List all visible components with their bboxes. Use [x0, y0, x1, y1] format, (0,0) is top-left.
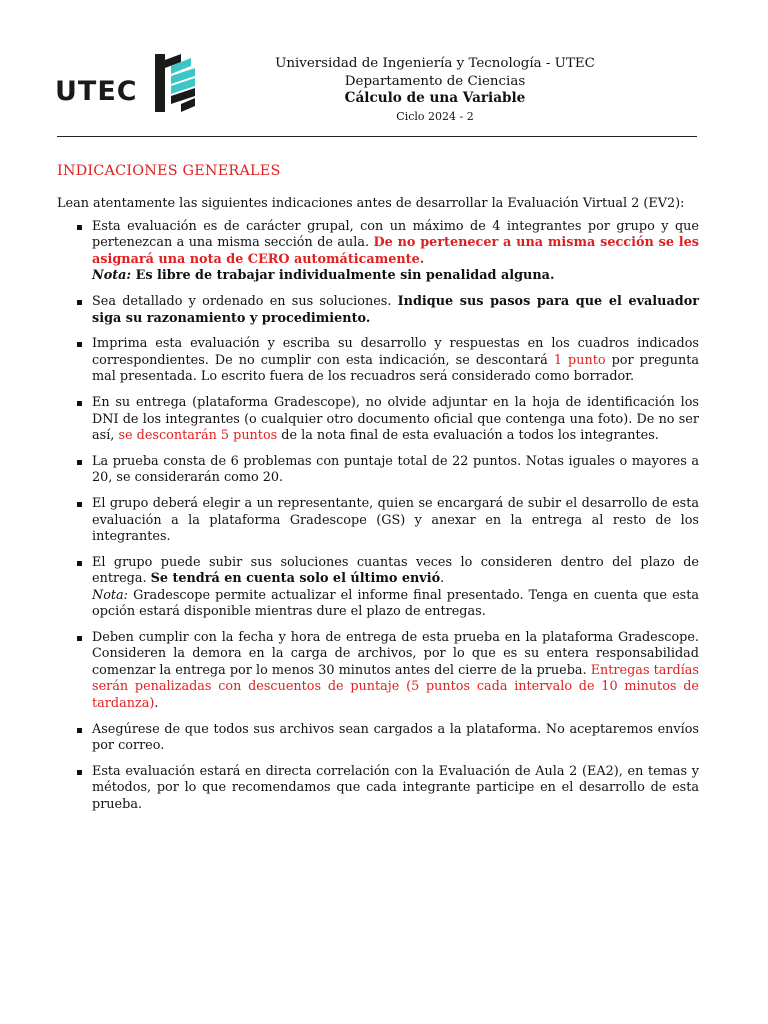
- list-item: [57, 454, 699, 487]
- bullet-icon: [77, 342, 82, 347]
- item-text: .: [440, 571, 445, 587]
- item-text: Deben cumplir con la fecha y hora de entrega de esta prueba en la plataforma Gradescope. Consideren la demora en la carga de archivos, por lo que es su entera responsabilidad comenzar la entrega por lo menos 30 minutos antes del cierre de la prueba.: [92, 630, 699, 678]
- department-name: Departamento de Ciencias: [344, 73, 526, 89]
- note-label: Nota:: [92, 587, 128, 603]
- intro-paragraph: Lean atentamente las siguientes indicaciones antes de desarrollar la Evaluación Virtual 2 (EV2):: [57, 196, 685, 211]
- cycle-label: Ciclo 2024 - 2: [396, 109, 474, 123]
- note-label: Nota:: [92, 268, 132, 284]
- item-emphasis: De no pertenecer a una misma sección se les asignará una nota de CERO automáticamente.: [92, 235, 699, 267]
- list-item: [57, 294, 699, 327]
- bullet-icon: [77, 728, 82, 733]
- bullet-icon: [77, 770, 82, 775]
- list-item: [57, 395, 699, 444]
- bullet-icon: [77, 460, 82, 465]
- logo-wordmark: UTEC: [55, 76, 138, 107]
- header-divider: [57, 136, 697, 137]
- item-text: Imprima esta evaluación y escriba su desarrollo y respuestas en los cuadros indicados correspondientes. De no cumplir con esta indicación, se descontará: [92, 336, 699, 368]
- item-text: de la nota final de esta evaluación a todos los integrantes.: [277, 427, 659, 443]
- item-emphasis: Es libre de trabajar individualmente sin penalidad alguna.: [131, 268, 555, 284]
- course-title: Cálculo de una Variable: [344, 90, 526, 106]
- bullet-icon: [77, 502, 82, 507]
- item-emphasis: se descontarán 5 puntos: [118, 427, 278, 443]
- bullet-icon: [77, 225, 82, 230]
- item-text: Esta evaluación estará en directa correlación con la Evaluación de Aula 2 (EA2), en temas y métodos, por lo que recomendamos que cada integrante participe en el desarrollo de esta prueba.: [92, 763, 699, 812]
- bullet-icon: [77, 401, 82, 406]
- item-text: Gradescope permite actualizar el informe final presentado. Tenga en cuenta que esta opción estará disponible mientras dure el plazo de entregas.: [92, 587, 699, 620]
- bullet-icon: [77, 636, 82, 641]
- instructions-list: [57, 219, 699, 823]
- list-item: [57, 219, 699, 285]
- item-emphasis: Indique sus pasos para que el evaluador siga su razonamiento y procedimiento.: [92, 294, 699, 326]
- list-item: [57, 630, 699, 712]
- list-item: [57, 722, 699, 755]
- item-text: Asegúrese de que todos sus archivos sean cargados a la plataforma. No aceptaremos envíos por correo.: [92, 721, 699, 753]
- item-text: El grupo puede subir sus soluciones cuantas veces lo consideren dentro del plazo de entrega.: [92, 554, 699, 587]
- section-title: INDICACIONES GENERALES: [57, 163, 281, 179]
- utec-logo: [55, 54, 205, 114]
- item-emphasis: Entregas tardías serán penalizadas con descuentos de puntaje (5 puntos cada intervalo de 10 minutos de tardanza): [92, 662, 699, 711]
- bullet-icon: [77, 300, 82, 305]
- utec-emblem-icon: [151, 54, 199, 112]
- item-text: Sea detallado y ordenado en sus soluciones.: [92, 294, 398, 310]
- list-item: [57, 764, 699, 813]
- item-text: por pregunta mal presentada. Lo escrito fuera de los recuadros será considerado como borrador.: [92, 352, 700, 385]
- list-item: [57, 336, 699, 385]
- item-text: En su entrega (plataforma Gradescope), no olvide adjuntar en la hoja de identificación los DNI de los integrantes (o cualquier otro documento oficial que contenga una foto). De no ser así,: [92, 395, 699, 443]
- university-name: Universidad de Ingeniería y Tecnología - UTEC: [275, 56, 595, 71]
- item-text: La prueba consta de 6 problemas con puntaje total de 22 puntos. Notas iguales o mayores a 20, se considerarán como 20.: [92, 453, 699, 486]
- document-header: [250, 55, 620, 126]
- item-emphasis: Se tendrá en cuenta solo el último envió: [150, 571, 441, 587]
- item-text: .: [154, 695, 159, 711]
- bullet-icon: [77, 561, 82, 566]
- list-item: [57, 555, 699, 621]
- item-text: Esta evaluación es de carácter grupal, con un máximo de 4 integrantes por grupo y que pertenezcan a una misma sección de aula.: [92, 219, 699, 251]
- item-text: El grupo deberá elegir a un representante, quien se encargará de subir el desarrollo de esta evaluación a la plataforma Gradescope (GS) y anexar en la entrega al resto de los integrantes.: [92, 496, 699, 544]
- list-item: [57, 496, 699, 545]
- item-emphasis: 1 punto: [553, 352, 606, 368]
